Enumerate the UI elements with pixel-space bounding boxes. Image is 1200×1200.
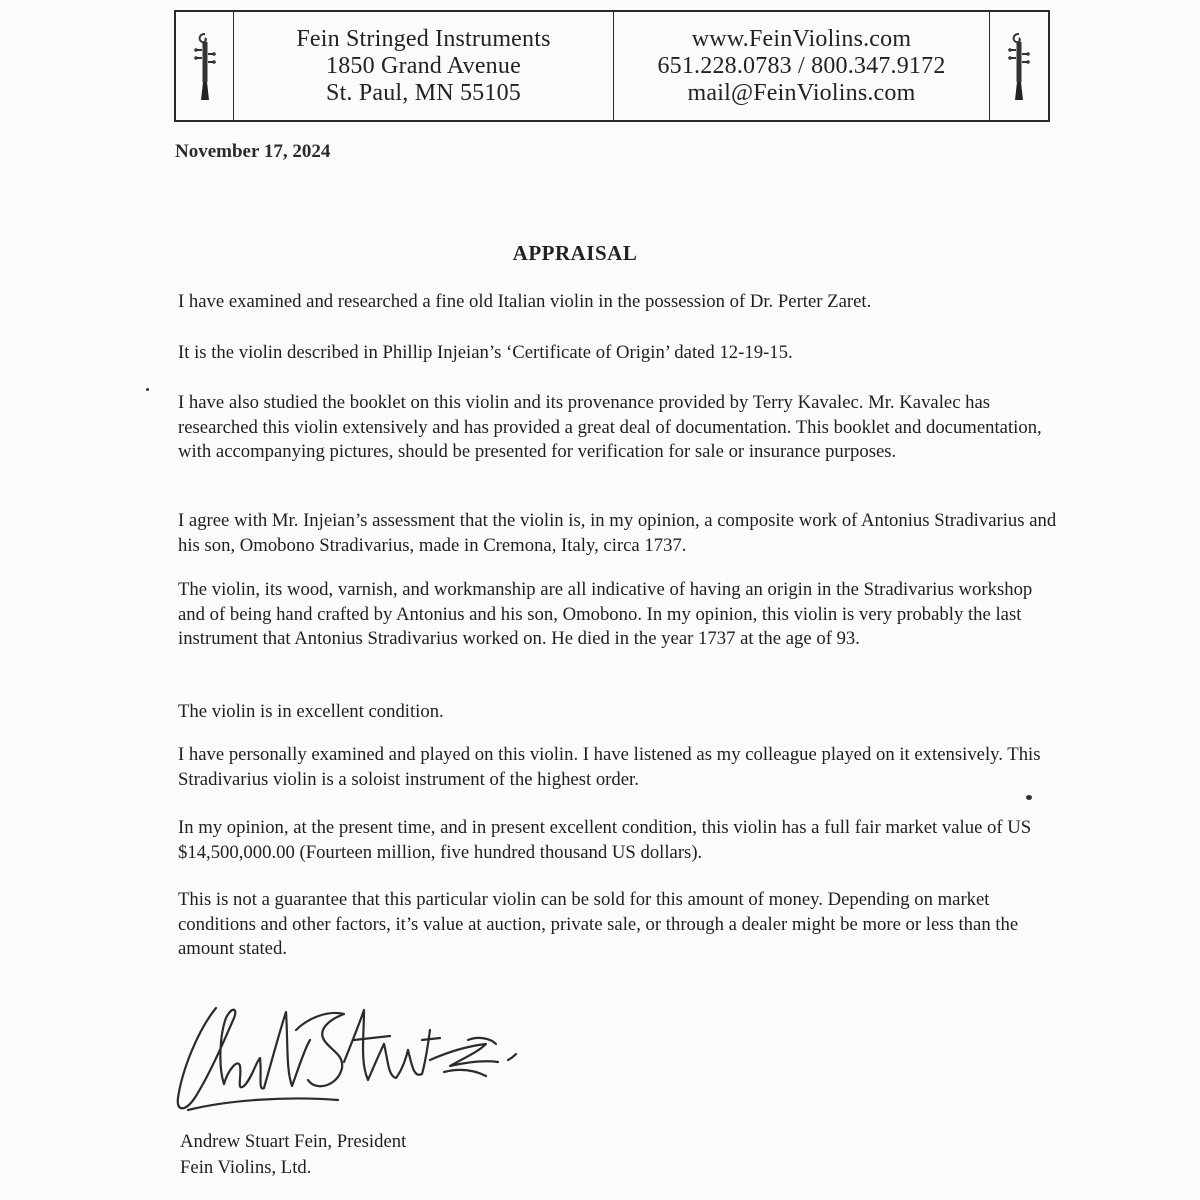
paragraph-certificate: It is the violin described in Phillip Injeian’s ‘Certificate of Origin’ dated 12-19-15. bbox=[178, 342, 793, 363]
paragraph-disclaimer: This is not a guarantee that this particular violin can be sold for this amount of money. Depending on market conditions and other factors, it’s value at auction, private sale, or through a dealer might be more or less than the amount stated. bbox=[178, 889, 1019, 959]
letterhead-city: St. Paul, MN 55105 bbox=[326, 79, 521, 106]
violin-scroll-icon bbox=[190, 30, 220, 102]
paragraph-assessment: I agree with Mr. Injeian’s assessment that the violin is, in my opinion, a composite work of Antonius Stradivarius and his son, Omobono Stradivarius, made in Cremona, Italy, circa 1737. bbox=[178, 510, 1057, 556]
letterhead-address bbox=[234, 12, 614, 120]
letterhead bbox=[174, 10, 1050, 122]
scan-speck bbox=[1026, 795, 1032, 800]
scan-speck bbox=[146, 388, 149, 391]
signer-name-title: Andrew Stuart Fein, President bbox=[180, 1131, 407, 1152]
paragraph-value: In my opinion, at the present time, and in present excellent condition, this violin has a full fair market value of US $14,500,000.00 (Fourteen million, five hundred thousand US dollars). bbox=[178, 817, 1032, 863]
paragraph-condition: The violin is in excellent condition. bbox=[178, 701, 444, 722]
letterhead-email: mail@FeinViolins.com bbox=[687, 79, 916, 106]
signer-company: Fein Violins, Ltd. bbox=[180, 1157, 312, 1178]
letterhead-street: 1850 Grand Avenue bbox=[326, 52, 521, 79]
letterhead-contact bbox=[614, 12, 990, 120]
letterhead-phone: 651.228.0783 / 800.347.9172 bbox=[657, 52, 946, 79]
paragraph-origin: The violin, its wood, varnish, and workmanship are all indicative of having an origin in the Stradivarius workshop and of being hand crafted by Antonius and his son, Omobono. In my opinion, this violin is very probably the last instrument that Antonius Stradivarius worked on. He died in the year 1737 at the age of 93. bbox=[178, 579, 1033, 649]
letterhead-website: www.FeinViolins.com bbox=[691, 25, 912, 52]
violin-scroll-icon bbox=[1004, 30, 1034, 102]
handwritten-signature bbox=[168, 1000, 538, 1130]
letterhead-logo-right bbox=[990, 12, 1048, 120]
letterhead-logo-left bbox=[176, 12, 234, 120]
page-title: APPRAISAL bbox=[512, 241, 638, 265]
paragraph-played: I have personally examined and played on this violin. I have listened as my colleague played on it extensively. This Stradivarius violin is a soloist instrument of the highest order. bbox=[178, 744, 1041, 790]
paragraph-booklet: I have also studied the booklet on this violin and its provenance provided by Terry Kavalec. Mr. Kavalec has researched this violin extensively and has provided a great deal of documentation. This booklet and documentation, with accompanying pictures, should be presented for verification for sale or insurance purposes. bbox=[178, 392, 1042, 462]
letter-date: November 17, 2024 bbox=[175, 141, 331, 162]
paragraph-examination: I have examined and researched a fine old Italian violin in the possession of Dr. Perter Zaret. bbox=[178, 291, 872, 312]
letterhead-company-name: Fein Stringed Instruments bbox=[296, 25, 551, 52]
